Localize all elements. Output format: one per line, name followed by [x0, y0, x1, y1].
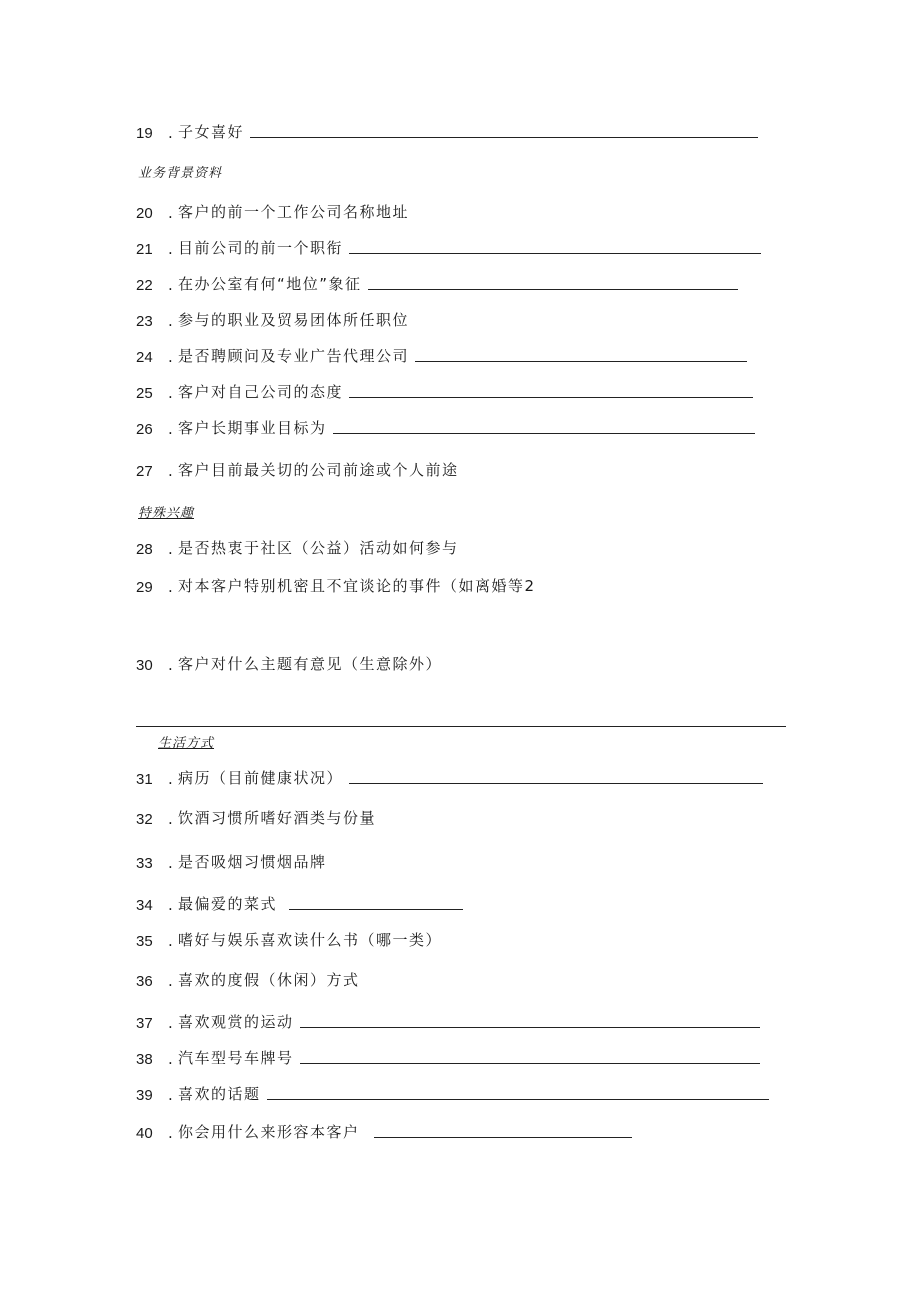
question-number: 39: [136, 1087, 153, 1104]
answer-line[interactable]: [349, 252, 761, 254]
question-number: 19: [136, 125, 153, 142]
question-number: 27: [136, 463, 153, 480]
question-number: 24: [136, 349, 153, 366]
question-number: 33: [136, 855, 153, 872]
question-number: 35: [136, 933, 153, 950]
question-text: 最偏爱的菜式: [178, 895, 278, 913]
question-text: 目前公司的前一个职衔: [178, 239, 344, 257]
answer-line[interactable]: [368, 288, 738, 290]
question-text: 喜欢的话题: [178, 1085, 261, 1103]
question-39: 39 . 喜欢的话题: [136, 1080, 769, 1104]
question-number: 29: [136, 579, 153, 596]
question-number: 23: [136, 313, 153, 330]
question-19: 19 . 子女喜好: [136, 118, 758, 142]
question-25: 25 . 客户对自己公司的态度: [136, 378, 753, 402]
question-text: 汽车型号车牌号: [178, 1049, 294, 1067]
question-35: 35 . 嗜好与娱乐喜欢读什么书（哪一类）: [136, 931, 443, 950]
question-text: 你会用什么来形容本客户: [178, 1123, 360, 1141]
answer-line[interactable]: [349, 782, 763, 784]
question-number: 21: [136, 241, 153, 258]
question-28: 28 . 是否热衷于社区（公益）活动如何参与: [136, 539, 459, 558]
section-lifestyle: 生活方式: [158, 736, 215, 751]
answer-line[interactable]: [250, 136, 758, 138]
question-number: 34: [136, 897, 153, 914]
question-text: 在办公室有何“地位”象征: [178, 275, 362, 293]
question-number: 20: [136, 205, 153, 222]
question-number: 36: [136, 973, 153, 990]
question-23: 23 . 参与的职业及贸易团体所任职位: [136, 311, 410, 330]
question-40: 40 . 你会用什么来形容本客户: [136, 1118, 632, 1142]
question-number: 26: [136, 421, 153, 438]
answer-line[interactable]: [300, 1026, 760, 1028]
divider-line: [136, 726, 786, 727]
question-38: 38 . 汽车型号车牌号: [136, 1044, 760, 1068]
question-number: 25: [136, 385, 153, 402]
question-number: 28: [136, 541, 153, 558]
answer-line[interactable]: [415, 360, 747, 362]
question-31: 31 . 病历（目前健康状况）: [136, 764, 763, 788]
question-text: 是否吸烟习惯烟品牌: [178, 853, 327, 871]
question-text: 喜欢观赏的运动: [178, 1013, 294, 1031]
question-text: 对本客户特别机密且不宜谈论的事件（如离婚等2: [178, 577, 536, 595]
answer-line[interactable]: [333, 432, 755, 434]
question-text: 是否聘顾问及专业广告代理公司: [178, 347, 410, 365]
question-30: 30 . 客户对什么主题有意见（生意除外）: [136, 655, 443, 674]
section-special-interests: 特殊兴趣: [138, 506, 195, 521]
question-37: 37 . 喜欢观赏的运动: [136, 1008, 760, 1032]
question-34: 34 . 最偏爱的菜式: [136, 890, 463, 914]
question-24: 24 . 是否聘顾问及专业广告代理公司: [136, 342, 747, 366]
question-32: 32 . 饮酒习惯所嗜好酒类与份量: [136, 809, 377, 828]
answer-line[interactable]: [267, 1098, 769, 1100]
question-number: 31: [136, 771, 153, 788]
question-number: 37: [136, 1015, 153, 1032]
question-20: 20 . 客户的前一个工作公司名称地址: [136, 203, 410, 222]
question-text: 客户的前一个工作公司名称地址: [178, 203, 410, 221]
question-text: 客户目前最关切的公司前途或个人前途: [178, 461, 459, 479]
answer-line[interactable]: [349, 396, 753, 398]
question-text: 子女喜好: [178, 123, 245, 141]
question-number: 40: [136, 1125, 153, 1142]
section-business-background: 业务背景资料: [138, 166, 223, 181]
answer-line[interactable]: [300, 1062, 760, 1064]
question-29: 29 . 对本客户特别机密且不宜谈论的事件（如离婚等2: [136, 577, 536, 596]
question-text: 客户长期事业目标为: [178, 419, 327, 437]
question-text: 客户对什么主题有意见（生意除外）: [178, 655, 443, 673]
question-text: 饮酒习惯所嗜好酒类与份量: [178, 809, 377, 827]
question-22: 22 . 在办公室有何“地位”象征: [136, 270, 738, 294]
question-number: 22: [136, 277, 153, 294]
question-36: 36 . 喜欢的度假（休闲）方式: [136, 971, 360, 990]
question-text: 参与的职业及贸易团体所任职位: [178, 311, 410, 329]
question-27: 27 . 客户目前最关切的公司前途或个人前途: [136, 461, 459, 480]
answer-line[interactable]: [289, 908, 463, 910]
question-text: 客户对自己公司的态度: [178, 383, 344, 401]
question-number: 32: [136, 811, 153, 828]
question-text: 嗜好与娱乐喜欢读什么书（哪一类）: [178, 931, 443, 949]
question-text: 是否热衷于社区（公益）活动如何参与: [178, 539, 459, 557]
question-text: 喜欢的度假（休闲）方式: [178, 971, 360, 989]
question-number: 30: [136, 657, 153, 674]
question-number: 38: [136, 1051, 153, 1068]
question-text: 病历（目前健康状况）: [178, 769, 344, 787]
question-21: 21 . 目前公司的前一个职衔: [136, 234, 761, 258]
question-33: 33 . 是否吸烟习惯烟品牌: [136, 853, 327, 872]
answer-line[interactable]: [374, 1136, 632, 1138]
question-26: 26 . 客户长期事业目标为: [136, 414, 755, 438]
